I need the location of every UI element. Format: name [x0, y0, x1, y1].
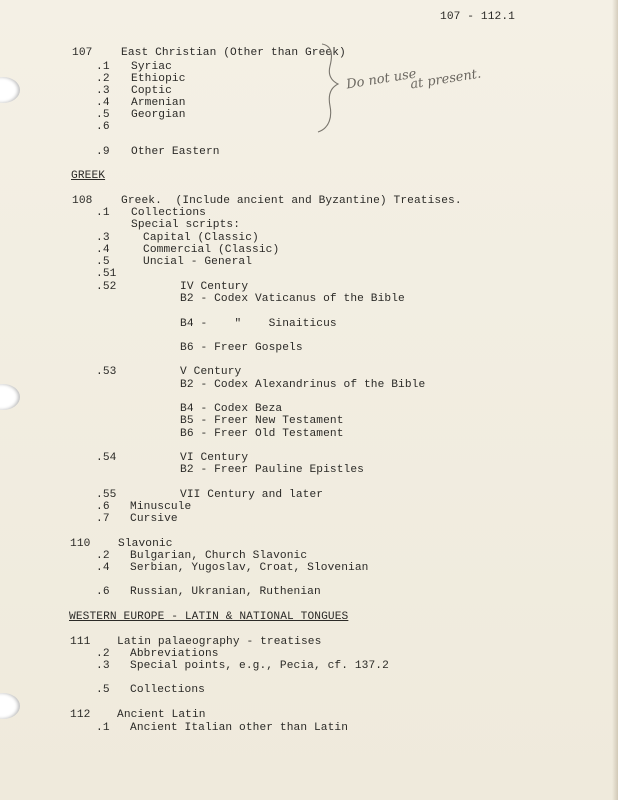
subclass-code: .3 [96, 232, 110, 244]
subclass-label: Russian, Ukranian, Ruthenian [130, 586, 321, 598]
subclass-code: .55 [96, 489, 117, 501]
subclass-label: Georgian [131, 109, 186, 121]
class-number: 108 [72, 195, 93, 207]
subclass-code: .5 [96, 684, 110, 696]
subclass-code: .6 [96, 586, 110, 598]
subclass-code: .6 [96, 121, 110, 133]
class-title: Greek. (Include ancient and Byzantine) Treatises. [121, 195, 462, 207]
subclass-label: Coptic [131, 85, 172, 97]
century-label: VII Century and later [180, 489, 324, 501]
codex-entry: B6 - Freer Gospels [180, 342, 303, 354]
subclass-code: .6 [96, 501, 110, 513]
subclass-code: .9 [96, 146, 110, 158]
subclass-label: Uncial - General [143, 256, 253, 268]
subclass-code: .4 [96, 562, 110, 574]
subclass-label: Serbian, Yugoslav, Croat, Slovenian [130, 562, 369, 574]
class-title: Slavonic [118, 538, 173, 550]
subclass-code: .2 [96, 648, 110, 660]
subclass-label: Collections [131, 207, 206, 219]
page-range-header: 107 - 112.1 [440, 11, 515, 23]
codex-entry: B6 - Freer Old Testament [180, 428, 344, 440]
class-number: 110 [70, 538, 91, 550]
class-number: 111 [70, 636, 91, 648]
class-number: 112 [70, 709, 91, 721]
section-heading-greek: GREEK [71, 170, 106, 182]
subclass-label: Other Eastern [131, 146, 220, 158]
subclass-label: Minuscule [130, 501, 192, 513]
class-number: 107 [72, 47, 93, 59]
subclass-code: .53 [96, 366, 117, 378]
codex-entry: B4 - Codex Beza [180, 403, 283, 415]
subclass-label: Cursive [130, 513, 178, 525]
subclass-label: Collections [130, 684, 205, 696]
subclass-code: .1 [96, 61, 110, 73]
subclass-label: Commercial (Classic) [143, 244, 280, 256]
handwritten-note-line2: at present. [409, 66, 483, 93]
subclass-label: Ancient Italian other than Latin [130, 722, 349, 734]
subclass-code: .4 [96, 244, 110, 256]
codex-entry: B2 - Freer Pauline Epistles [180, 464, 364, 476]
century-label: V Century [180, 366, 242, 378]
subclass-code: .7 [96, 513, 110, 525]
subclass-code: .3 [96, 660, 110, 672]
class-title: Ancient Latin [117, 709, 206, 721]
century-label: VI Century [180, 452, 249, 464]
codex-entry: B5 - Freer New Testament [180, 415, 344, 427]
subclass-label: Bulgarian, Church Slavonic [130, 550, 308, 562]
subclass-code: .54 [96, 452, 117, 464]
subclass-code: .5 [96, 256, 110, 268]
subclass-code: .2 [96, 73, 110, 85]
subclass-label: Abbreviations [130, 648, 219, 660]
subclass-code: .1 [96, 722, 110, 734]
subclass-label: Syriac [131, 61, 172, 73]
subclass-code: .1 [96, 207, 110, 219]
class-title: Latin palaeography - treatises [117, 636, 322, 648]
subclass-code: .4 [96, 97, 110, 109]
codex-entry: B2 - Codex Alexandrinus of the Bible [180, 379, 426, 391]
handwritten-note-line1: Do not use [345, 66, 418, 93]
century-label: IV Century [180, 281, 249, 293]
subclass-label: Capital (Classic) [143, 232, 259, 244]
subclass-label: Special scripts: [131, 219, 241, 231]
subclass-code: .5 [96, 109, 110, 121]
codex-entry: B4 - " Sinaiticus [180, 318, 337, 330]
subclass-code: .2 [96, 550, 110, 562]
subclass-label: Armenian [131, 97, 186, 109]
codex-entry: B2 - Codex Vaticanus of the Bible [180, 293, 405, 305]
subclass-label: Ethiopic [131, 73, 186, 85]
subclass-code: .51 [96, 268, 117, 280]
class-title: East Christian (Other than Greek) [121, 47, 346, 59]
subclass-label: Special points, e.g., Pecia, cf. 137.2 [130, 660, 389, 672]
subclass-code: .52 [96, 281, 117, 293]
section-heading-western-europe: WESTERN EUROPE - LATIN & NATIONAL TONGUES [69, 611, 349, 623]
subclass-code: .3 [96, 85, 110, 97]
